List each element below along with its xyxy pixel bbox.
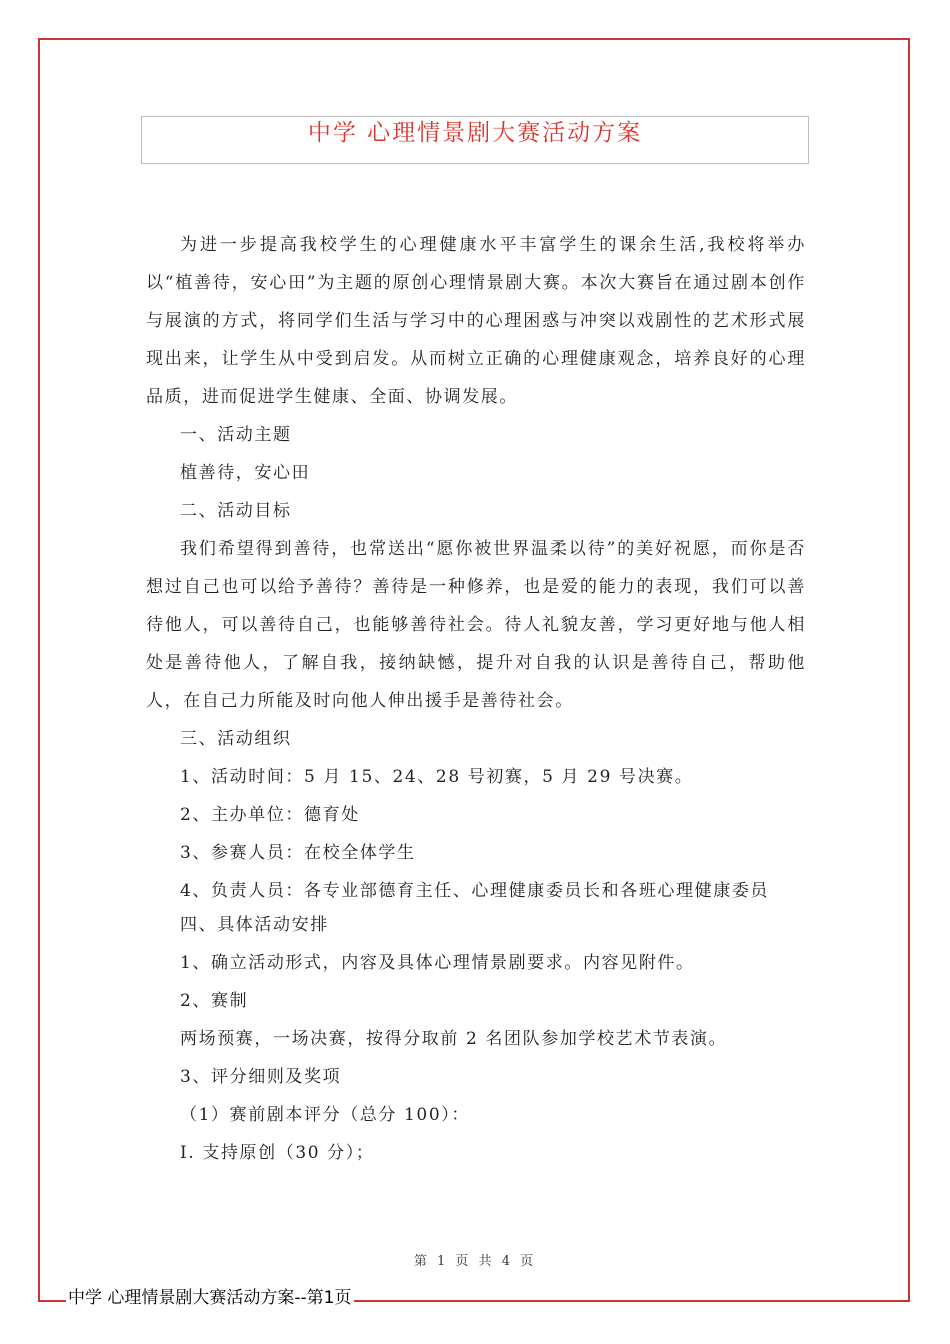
format-text: 两场预赛，一场决赛，按得分取前 2 名团队参加学校艺术节表演。 <box>180 1029 728 1049</box>
section-heading-organization: 三、活动组织 <box>180 729 292 749</box>
intro-paragraph: 为进一步提高我校学生的心理健康水平丰富学生的课余生活,我校将举办以“植善待，安心田”为主题的原创心理情景剧大赛。本次大赛旨在通过剧本创作与展演的方式，将同学们生活与学习中的心理困惑与冲突以戏剧性的艺术形式展现出来，让学生从中受到启发。从而树立正确的心理健康观念，培养良好的心理品质，进而促进学生健康、全面、协调发展。 <box>146 235 806 407</box>
title-box <box>141 116 809 164</box>
org-item-responsible: 4、负责人员：各专业部德育主任、心理健康委员长和各班心理健康委员 <box>180 881 770 901</box>
org-item-host: 2、主办单位：德育处 <box>180 805 360 825</box>
page-caption: 中学 心理情景剧大赛活动方案--第1页 <box>68 1288 352 1308</box>
arrangement-item-form: 1、确立活动形式，内容及具体心理情景剧要求。内容见附件。 <box>180 953 695 973</box>
theme-text: 植善待，安心田 <box>180 463 311 483</box>
scoring-item-script: （1）赛前剧本评分（总分 100）： <box>180 1105 470 1125</box>
scoring-item-original: I. 支持原创（30 分）； <box>180 1143 375 1163</box>
goal-paragraph: 我们希望得到善待，也常送出“愿你被世界温柔以待”的美好祝愿，而你是否想过自己也可以给予善待？善待是一种修养，也是爱的能力的表现，我们可以善待他人，可以善待自己，也能够善待社会。待人礼貌友善，学习更好地与他人相处是善待他人，了解自我，接纳缺憾，提升对自我的认识是善待自己，帮助他人，在自己力所能及时向他人伸出援手是善待社会。 <box>146 539 806 711</box>
section-heading-theme: 一、活动主题 <box>180 425 292 445</box>
section-heading-goal: 二、活动目标 <box>180 501 292 521</box>
document-title: 中学 心理情景剧大赛活动方案 <box>307 120 643 146</box>
section-heading-arrangement: 四、具体活动安排 <box>180 915 329 935</box>
org-item-participants: 3、参赛人员：在校全体学生 <box>180 843 416 863</box>
page-indicator: 第 1 页 共 4 页 <box>413 1254 537 1269</box>
arrangement-item-scoring: 3、评分细则及奖项 <box>180 1067 342 1087</box>
arrangement-item-format: 2、赛制 <box>180 991 249 1011</box>
document-body <box>146 226 806 1172</box>
org-item-time: 1、活动时间：5 月 15、24、28 号初赛，5 月 29 号决赛。 <box>180 767 694 787</box>
